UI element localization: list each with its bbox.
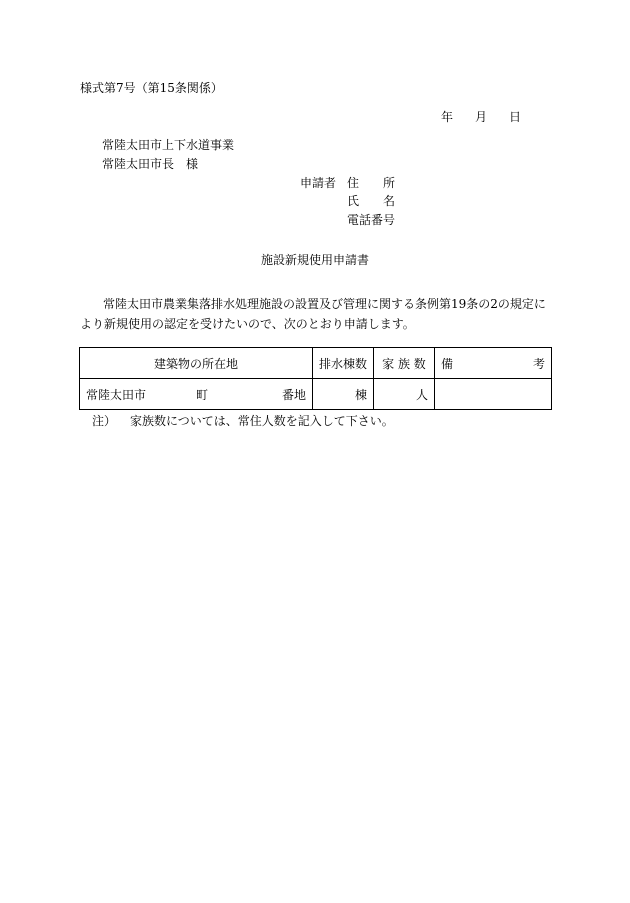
form-number: 様式第7号（第15条関係） xyxy=(80,81,223,95)
application-table xyxy=(79,347,552,410)
addressee-org: 常陸太田市上下水道事業 xyxy=(102,138,235,152)
table-header-row xyxy=(80,348,552,379)
footnote-label: 注） xyxy=(92,414,117,428)
family-unit: 人 xyxy=(415,387,428,402)
header-remarks-1: 備 xyxy=(441,356,454,371)
date-line xyxy=(441,110,521,124)
table-row xyxy=(80,379,552,410)
document-title: 施設新規使用申請書 xyxy=(260,253,369,267)
remarks-cell[interactable] xyxy=(435,379,552,410)
location-cell[interactable] xyxy=(80,379,313,410)
applicant-address-label: 住 所 xyxy=(347,176,396,190)
applicant-phone-label: 電話番号 xyxy=(347,213,396,227)
header-remarks-2: 考 xyxy=(532,356,545,371)
addressee-honorific: 様 xyxy=(186,157,199,171)
header-remarks xyxy=(435,348,552,379)
applicant-label: 申請者 xyxy=(300,176,337,190)
buildings-unit: 棟 xyxy=(354,387,367,402)
footnote-text: 家族数については、常住人数を記入して下さい。 xyxy=(130,414,394,428)
header-location: 建築物の所在地 xyxy=(80,348,313,379)
location-lot: 番地 xyxy=(281,387,306,402)
applicant-name-label: 氏 名 xyxy=(347,194,396,208)
application-body: 常陸太田市農業集落排水処理施設の設置及び管理に関する条例第19条の2の規定により新規使用の認定を受けたいので、次のとおり申請します。 xyxy=(80,297,546,331)
location-town: 町 xyxy=(196,387,209,402)
buildings-cell[interactable] xyxy=(313,379,374,410)
family-cell[interactable] xyxy=(374,379,435,410)
header-buildings: 排水棟数 xyxy=(313,348,374,379)
addressee-mayor xyxy=(102,157,198,171)
footnote xyxy=(92,414,394,428)
header-family: 家 族 数 xyxy=(374,348,435,379)
addressee-title: 常陸太田市長 xyxy=(102,157,175,171)
date-day: 日 xyxy=(509,110,522,124)
location-city: 常陸太田市 xyxy=(86,387,147,402)
date-year: 年 xyxy=(441,110,454,124)
date-month: 月 xyxy=(475,110,488,124)
